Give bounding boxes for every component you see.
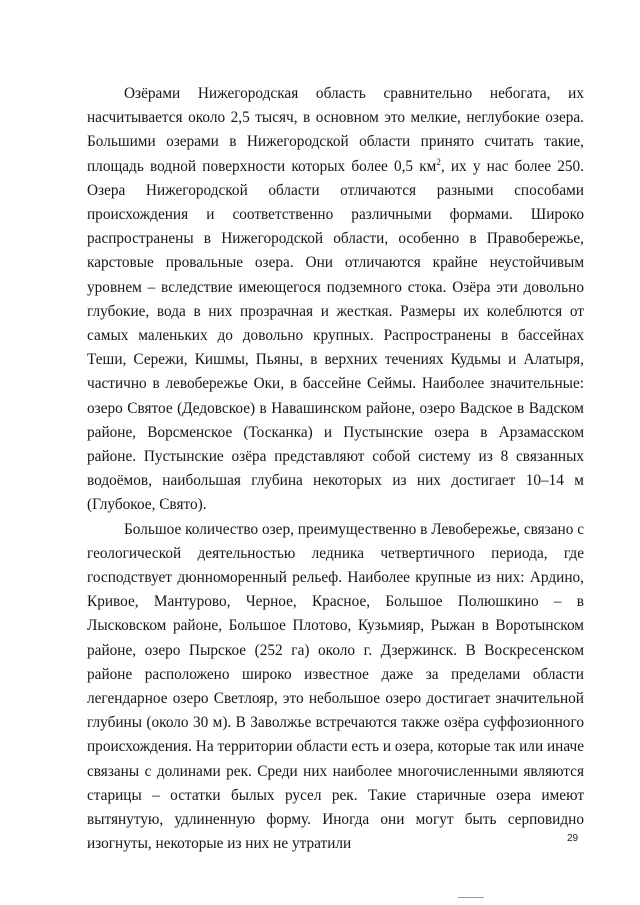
page-number: 29 bbox=[567, 833, 579, 844]
paragraph-text: Озёрами Нижегородская область сравнительно небогата, их насчитывается около 2,5 тысяч, в основном это мелкие, неглубокие озера. Большими озерами в Нижегородской области принято считать такие, площадь водной поверхности которых более 0,5 км bbox=[87, 85, 584, 175]
scan-artifact-line bbox=[458, 897, 484, 898]
paragraph-lakes-overview bbox=[87, 82, 584, 518]
superscript-2: 2 bbox=[436, 156, 441, 167]
body-text bbox=[87, 82, 584, 857]
paragraph-text: , их у нас более 250. Озера Нижегородской области отличаются разными способами происхождения и соответственно различными формами. Широко распространены в Нижегородской области, особенно в Правобережье, карстовые провальные озера. Они отличаются крайне неустойчивым уровнем – вследствие имеющегося подземного стока. Озёра эти довольно глубокие, вода в них прозрачная и жесткая. Размеры их колеблются от самых маленьких до довольно крупных. Распространены в бассейнах Теши, Сережи, Кишмы, Пьяны, в верхних течениях Кудьмы и Алатыря, частично в левобережье Оки, в бассейне Сеймы. Наиболее значительные: озеро Святое (Дедовское) в Навашинском районе, озеро Вадское в Вадском районе, Ворсменское (Тосканка) и Пустынские озера в Арзамасском районе. Пустынские озёра представляют собой систему из 8 связанных водоёмов, наибольшая глубина некоторых из них достигает 10–14 м (Глубокое, Свято). bbox=[87, 157, 584, 514]
paragraph-glacial-lakes: Большое количество озер, преимущественно в Левобережье, связано с геологической деятельностью ледника четвертичного периода, где господствует дюнноморенный рельеф. Наиболее крупные из них: Ардино, Кривое, Мантурово, Черное, Красное, Большое Полюшкино – в Лысковском районе, Большое Плотово, Кузьмияр, Рыжан в Воротынском районе, озеро Пырское (252 га) около г. Дзержинск. В Воскресенском районе расположено широко известное даже за пределами области легендарное озеро Светлояр, это небольшое озеро достигает значительной глубины (около 30 м). В Заволжье встречаются также озёра суффозионного происхождения. На территории области есть и озера, которые так или иначе связаны с долинами рек. Среди них наиболее многочисленными являются старицы – остатки былых русел рек. Такие старичные озера имеют вытянутую, удлиненную форму. Иногда они могут быть серповидно изогнуты, некоторые из них не утратили bbox=[87, 520, 584, 853]
